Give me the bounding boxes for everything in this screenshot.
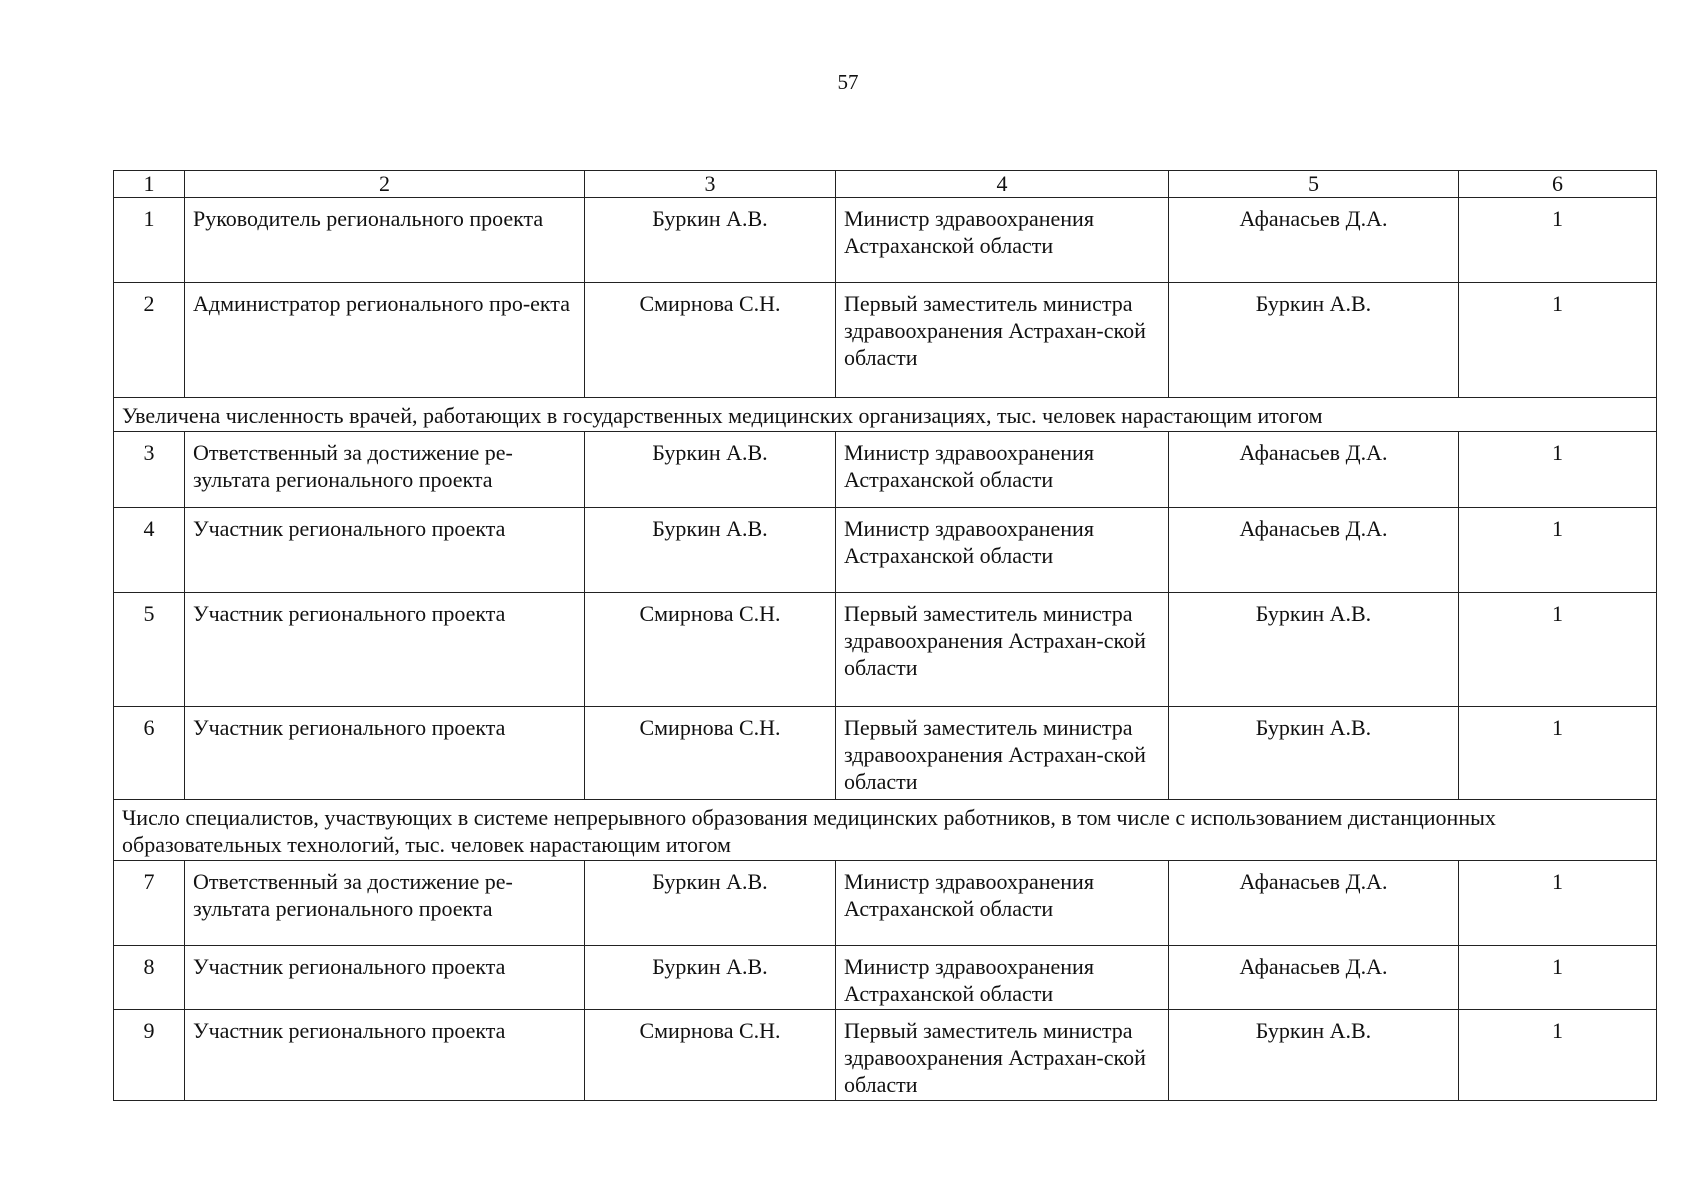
row-number: 4 [114, 508, 185, 593]
role-cell: Администратор регионального про-екта [185, 283, 585, 398]
position-cell: Первый заместитель министра здравоохранения Астрахан-ской области [836, 283, 1169, 398]
name-cell: Буркин А.В. [585, 508, 836, 593]
row-number: 9 [114, 1010, 185, 1101]
role-cell: Ответственный за достижение ре-зультата регионального проекта [185, 432, 585, 508]
share-cell: 1 [1459, 198, 1657, 283]
header-cell: 5 [1169, 171, 1459, 198]
row-number: 3 [114, 432, 185, 508]
name-cell: Смирнова С.Н. [585, 593, 836, 707]
row-number: 6 [114, 707, 185, 800]
table-row [114, 861, 1657, 946]
supervisor-cell: Буркин А.В. [1169, 593, 1459, 707]
table-row [114, 283, 1657, 398]
role-cell: Участник регионального проекта [185, 946, 585, 1010]
section-row [114, 800, 1657, 861]
table-row [114, 508, 1657, 593]
name-cell: Буркин А.В. [585, 198, 836, 283]
role-cell: Участник регионального проекта [185, 1010, 585, 1101]
role-cell: Руководитель регионального проекта [185, 198, 585, 283]
header-cell: 3 [585, 171, 836, 198]
supervisor-cell: Афанасьев Д.А. [1169, 861, 1459, 946]
supervisor-cell: Буркин А.В. [1169, 1010, 1459, 1101]
row-number: 5 [114, 593, 185, 707]
table-row [114, 1010, 1657, 1101]
section-title: Число специалистов, участвующих в системе непрерывного образования медицинских работников, в том числе с использованием дистанционных образовательных технологий, тыс. человек нарастающим итогом [114, 800, 1657, 861]
header-cell: 2 [185, 171, 585, 198]
name-cell: Смирнова С.Н. [585, 1010, 836, 1101]
share-cell: 1 [1459, 508, 1657, 593]
position-cell: Министр здравоохранения Астраханской области [836, 198, 1169, 283]
table-row [114, 707, 1657, 800]
table-row [114, 198, 1657, 283]
row-number: 2 [114, 283, 185, 398]
position-cell: Первый заместитель министра здравоохранения Астрахан-ской области [836, 707, 1169, 800]
section-row [114, 398, 1657, 432]
role-cell: Ответственный за достижение ре-зультата регионального проекта [185, 861, 585, 946]
table-row [114, 593, 1657, 707]
name-cell: Буркин А.В. [585, 861, 836, 946]
role-cell: Участник регионального проекта [185, 593, 585, 707]
name-cell: Буркин А.В. [585, 432, 836, 508]
share-cell: 1 [1459, 1010, 1657, 1101]
responsibility-table [113, 170, 1657, 1101]
supervisor-cell: Афанасьев Д.А. [1169, 508, 1459, 593]
header-cell: 4 [836, 171, 1169, 198]
section-title: Увеличена численность врачей, работающих в государственных медицинских организациях, тыс. человек нарастающим итогом [114, 398, 1657, 432]
supervisor-cell: Афанасьев Д.А. [1169, 198, 1459, 283]
role-cell: Участник регионального проекта [185, 707, 585, 800]
name-cell: Смирнова С.Н. [585, 283, 836, 398]
header-cell: 6 [1459, 171, 1657, 198]
row-number: 8 [114, 946, 185, 1010]
position-cell: Министр здравоохранения Астраханской области [836, 508, 1169, 593]
table-row [114, 946, 1657, 1010]
name-cell: Смирнова С.Н. [585, 707, 836, 800]
position-cell: Министр здравоохранения Астраханской области [836, 946, 1169, 1010]
supervisor-cell: Буркин А.В. [1169, 707, 1459, 800]
row-number: 7 [114, 861, 185, 946]
name-cell: Буркин А.В. [585, 946, 836, 1010]
table-header-row [114, 171, 1657, 198]
row-number: 1 [114, 198, 185, 283]
supervisor-cell: Буркин А.В. [1169, 283, 1459, 398]
share-cell: 1 [1459, 946, 1657, 1010]
position-cell: Министр здравоохранения Астраханской области [836, 432, 1169, 508]
position-cell: Первый заместитель министра здравоохранения Астрахан-ской области [836, 1010, 1169, 1101]
share-cell: 1 [1459, 861, 1657, 946]
header-cell: 1 [114, 171, 185, 198]
share-cell: 1 [1459, 432, 1657, 508]
share-cell: 1 [1459, 593, 1657, 707]
position-cell: Первый заместитель министра здравоохранения Астрахан-ской области [836, 593, 1169, 707]
position-cell: Министр здравоохранения Астраханской области [836, 861, 1169, 946]
role-cell: Участник регионального проекта [185, 508, 585, 593]
supervisor-cell: Афанасьев Д.А. [1169, 432, 1459, 508]
page-number: 57 [837, 70, 859, 94]
share-cell: 1 [1459, 707, 1657, 800]
share-cell: 1 [1459, 283, 1657, 398]
table-row [114, 432, 1657, 508]
supervisor-cell: Афанасьев Д.А. [1169, 946, 1459, 1010]
